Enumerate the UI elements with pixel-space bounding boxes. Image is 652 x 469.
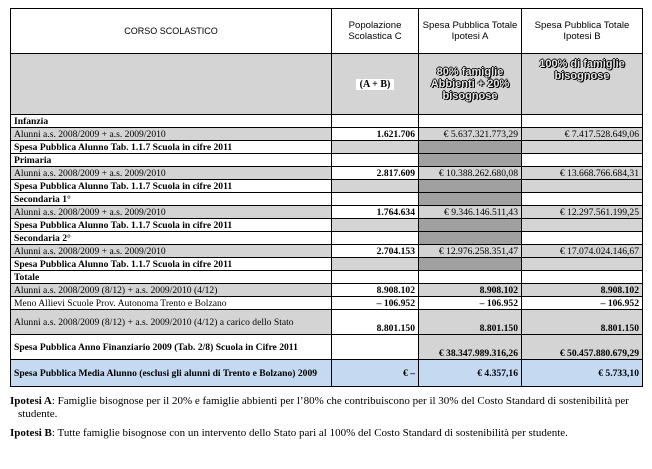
table-row (11, 297, 643, 310)
meno-allievi-c3: – 106.952 (419, 297, 522, 310)
popolazione-value: 2.817.609 (332, 167, 419, 180)
section-name: Primaria (11, 154, 332, 167)
header-spesa-a: Spesa Pubblica Totale Ipotesi A (419, 9, 522, 54)
empty-cell (522, 141, 643, 154)
alunni-label: Alunni a.s. 2008/2009 + a.s. 2009/2010 (11, 206, 332, 219)
spesa-a-value: € 9.346.146.511,43 (419, 206, 522, 219)
empty-cell (332, 219, 419, 232)
header-sub-empty (11, 54, 332, 115)
spesa-a-value: € 5.637.321.773,29 (419, 128, 522, 141)
section-row (11, 115, 643, 128)
empty-cell (522, 154, 643, 167)
empty-cell (332, 193, 419, 206)
empty-cell (522, 180, 643, 193)
table-row (11, 310, 643, 335)
header-spesa-b: Spesa Pubblica Totale Ipotesi B (522, 9, 643, 54)
note-b (10, 427, 642, 440)
empty-cell (419, 193, 522, 206)
header-row (11, 9, 643, 54)
spesa-a-value: € 10.388.262.680,08 (419, 167, 522, 180)
section-row (11, 232, 643, 245)
spesa-anno-c4: € 50.457.880.679,29 (522, 335, 643, 360)
empty-cell (332, 180, 419, 193)
popolazione-value: 2.704.153 (332, 245, 419, 258)
empty-cell (419, 115, 522, 128)
empty-cell (332, 258, 419, 271)
header-popolazione: Popolazione Scolastica C (332, 9, 419, 54)
header-subrow (11, 54, 643, 115)
table-row (11, 128, 643, 141)
spesa-media-label: Spesa Pubblica Media Alunno (esclusi gli alunni di Trento e Bolzano) 2009 (11, 360, 332, 387)
empty-cell (419, 141, 522, 154)
note-a-text: : Famiglie bisognose per il 20% e famiglie abbienti per l’80% che contribuiscono per il 30% del Costo Standard di sostenibilità per studente. (18, 395, 629, 420)
empty-cell (522, 258, 643, 271)
spesa-a-value: € 12.976.258.351,47 (419, 245, 522, 258)
totale-alunni-label: Alunni a.s. 2008/2009 (8/12) + a.s. 2009/2010 (4/12) (11, 284, 332, 297)
section-row (11, 271, 643, 284)
empty-cell (419, 154, 522, 167)
note-a-label: Ipotesi A (10, 395, 52, 407)
spesa-media-c2: € – (332, 360, 419, 387)
note-a (10, 395, 642, 421)
alunni-label: Alunni a.s. 2008/2009 + a.s. 2009/2010 (11, 245, 332, 258)
table-row (11, 206, 643, 219)
hyp-b-label: 100% di famiglie bisognose (539, 58, 625, 82)
meno-allievi-label: Meno Allievi Scuole Prov. Autonoma Trento e Bolzano (11, 297, 332, 310)
header-hyp-a-cell (419, 54, 522, 115)
section-row (11, 193, 643, 206)
empty-cell (419, 232, 522, 245)
spesa-anno-c3: € 38.347.989.316,26 (419, 335, 522, 360)
totale-alunni-c2: 8.908.102 (332, 284, 419, 297)
spesa-label: Spesa Pubblica Alunno Tab. 1.1.7 Scuola in cifre 2011 (11, 141, 332, 154)
table-row (11, 180, 643, 193)
empty-cell (522, 115, 643, 128)
empty-cell (332, 335, 419, 360)
empty-cell (419, 219, 522, 232)
empty-cell (419, 258, 522, 271)
empty-cell (522, 219, 643, 232)
hyp-a-label: 80% famiglie Abbienti + 20% bisognose (430, 66, 510, 102)
empty-cell (419, 180, 522, 193)
spesa-b-value: € 17.074.024.146,67 (522, 245, 643, 258)
table-row (11, 245, 643, 258)
totale-alunni-c4: 8.908.102 (522, 284, 643, 297)
note-b-text: : Tutte famiglie bisognose con un intervento dello Stato pari al 100% del Costo Standard di sostenibilità per studente. (51, 427, 568, 439)
table-row (11, 258, 643, 271)
spesa-media-c3: € 4.357,16 (419, 360, 522, 387)
empty-cell (522, 232, 643, 245)
note-b-label: Ipotesi B (10, 427, 52, 439)
notes (10, 395, 642, 446)
section-name: Secondaria 2° (11, 232, 332, 245)
spesa-b-value: € 7.417.528.649,06 (522, 128, 643, 141)
table-row (11, 335, 643, 360)
formula-label: (A + B) (356, 79, 395, 90)
table-row (11, 219, 643, 232)
carico-stato-c4: 8.801.150 (522, 310, 643, 335)
empty-cell (332, 115, 419, 128)
spesa-b-value: € 13.668.766.684,31 (522, 167, 643, 180)
popolazione-value: 1.621.706 (332, 128, 419, 141)
empty-cell (332, 271, 419, 284)
alunni-label: Alunni a.s. 2008/2009 + a.s. 2009/2010 (11, 128, 332, 141)
cost-table (10, 8, 643, 387)
carico-stato-c3: 8.801.150 (419, 310, 522, 335)
table-row (11, 360, 643, 387)
spesa-media-c4: € 5.733,10 (522, 360, 643, 387)
spesa-label: Spesa Pubblica Alunno Tab. 1.1.7 Scuola in cifre 2011 (11, 219, 332, 232)
spesa-label: Spesa Pubblica Alunno Tab. 1.1.7 Scuola in cifre 2011 (11, 258, 332, 271)
carico-stato-c2: 8.801.150 (332, 310, 419, 335)
empty-cell (332, 154, 419, 167)
totale-alunni-c3: 8.908.102 (419, 284, 522, 297)
section-name: Secondaria 1° (11, 193, 332, 206)
table-row (11, 284, 643, 297)
carico-stato-label: Alunni a.s. 2008/2009 (8/12) + a.s. 2009/2010 (4/12) a carico dello Stato (11, 310, 332, 335)
meno-allievi-c4: – 106.952 (522, 297, 643, 310)
empty-cell (419, 271, 522, 284)
meno-allievi-c2: – 106.952 (332, 297, 419, 310)
table-container (10, 8, 642, 387)
header-corso: CORSO SCOLASTICO (11, 9, 332, 54)
section-row (11, 154, 643, 167)
empty-cell (332, 141, 419, 154)
spesa-anno-label: Spesa Pubblica Anno Finanziario 2009 (Tab. 2/8) Scuola in Cifre 2011 (11, 335, 332, 360)
spesa-label: Spesa Pubblica Alunno Tab. 1.1.7 Scuola in cifre 2011 (11, 180, 332, 193)
section-name: Infanzia (11, 115, 332, 128)
table-row (11, 141, 643, 154)
alunni-label: Alunni a.s. 2008/2009 + a.s. 2009/2010 (11, 167, 332, 180)
popolazione-value: 1.764.634 (332, 206, 419, 219)
header-formula-cell (332, 54, 419, 115)
empty-cell (522, 271, 643, 284)
section-name: Totale (11, 271, 332, 284)
spesa-b-value: € 12.297.561.199,25 (522, 206, 643, 219)
table-row (11, 167, 643, 180)
header-hyp-b-cell (522, 54, 643, 115)
empty-cell (332, 232, 419, 245)
empty-cell (522, 193, 643, 206)
